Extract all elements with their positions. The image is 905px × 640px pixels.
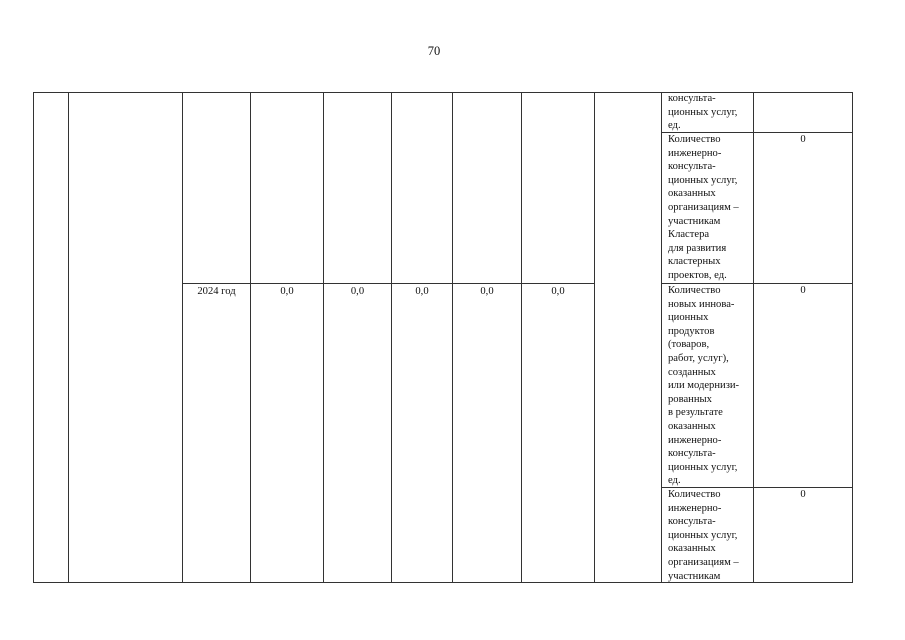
funding-value: 0,0 <box>415 286 429 297</box>
funding-value: 0,0 <box>480 286 494 297</box>
col-border <box>68 92 69 583</box>
col-border <box>323 92 324 583</box>
col-border <box>182 92 183 583</box>
funding-value: 0,0 <box>280 286 294 297</box>
col-border <box>852 92 853 583</box>
col-border <box>452 92 453 583</box>
col-border <box>33 92 34 583</box>
page-number: 70 <box>427 44 441 58</box>
indicator-value: 0 <box>800 489 806 500</box>
col-border <box>753 92 754 583</box>
col-border <box>250 92 251 583</box>
year-label: 2024 год <box>197 286 236 297</box>
col-border <box>521 92 522 583</box>
year-row-divider <box>182 283 594 284</box>
indicator-value: 0 <box>800 134 806 145</box>
indicator-text: консульта- ционных услуг, ед. <box>668 93 738 132</box>
funding-value: 0,0 <box>551 286 565 297</box>
indicator-text: Количество инженерно- консульта- ционных услуг, оказанных организациям – участникам <box>668 489 739 582</box>
col-border <box>661 92 662 583</box>
col-border <box>594 92 595 583</box>
funding-value: 0,0 <box>350 286 365 297</box>
indicator-text: Количество инженерно- консульта- ционных услуг, оказанных организациям – участникам Кластера для развития кластерных проектов, ед. <box>668 134 739 281</box>
indicator-value: 0 <box>800 285 806 296</box>
indicator-text: Количество новых иннова- ционных продуктов (товаров, работ, услуг), созданных или модернизи- рованных в результате оказанных инженерно- консульта- ционных услуг, ед. <box>668 285 740 487</box>
col-border <box>391 92 392 583</box>
